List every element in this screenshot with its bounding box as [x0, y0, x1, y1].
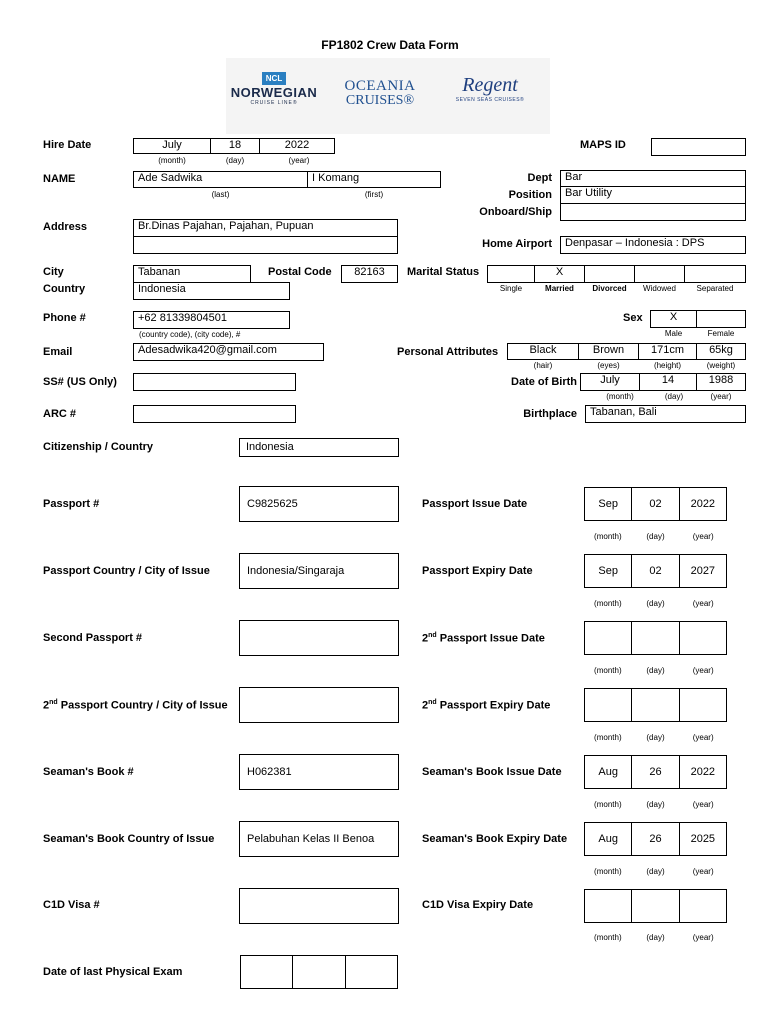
postal-code-field[interactable]: 82163	[341, 265, 398, 283]
physical-exam-date	[240, 955, 398, 989]
second-passport-country-field[interactable]	[239, 687, 399, 723]
ncl-badge: NCL	[262, 72, 286, 85]
postal-code-label: Postal Code	[268, 266, 332, 278]
c1d-visa-label: C1D Visa #	[43, 899, 100, 911]
passport-issue-date	[584, 487, 727, 521]
weight-field[interactable]: 65kg	[696, 343, 746, 360]
second-passport-issue-year[interactable]	[679, 622, 726, 654]
seamans-book-expiry-year[interactable]: 2025	[679, 823, 726, 855]
hire-day-caption: (day)	[225, 156, 245, 165]
hire-year-field[interactable]: 2022	[259, 138, 335, 154]
maps-id-field[interactable]	[651, 138, 746, 156]
second-passport-expiry-captions	[584, 733, 727, 742]
ncl-name: NORWEGIAN	[230, 85, 318, 100]
passport-issue-captions	[584, 532, 727, 541]
seamans-book-expiry-date	[584, 822, 727, 856]
marital-single-field[interactable]	[487, 265, 535, 283]
position-label: Position	[508, 189, 552, 201]
female-caption: Female	[707, 329, 735, 338]
second-passport-issue-month[interactable]	[585, 622, 631, 654]
passport-issue-date-label: Passport Issue Date	[422, 498, 528, 510]
dept-label: Dept	[527, 172, 552, 184]
ncl-logo	[226, 72, 322, 106]
second-passport-issue-captions	[584, 666, 727, 675]
year-caption: (year)	[692, 666, 714, 675]
seamans-book-issue-year[interactable]: 2022	[679, 756, 726, 788]
eyes-caption: (eyes)	[597, 361, 620, 370]
page-title: FP1802 Crew Data Form	[321, 38, 459, 52]
weight-caption: (weight)	[706, 361, 736, 370]
passport-expiry-date	[584, 554, 727, 588]
first-name-caption: (first)	[364, 190, 384, 199]
onboard-ship-label: Onboard/Ship	[479, 206, 552, 218]
seamans-book-issue-day[interactable]: 26	[631, 756, 678, 788]
marital-divorced-field[interactable]	[584, 265, 635, 283]
passport-label: Passport #	[43, 498, 100, 510]
ssn-field[interactable]	[133, 373, 296, 391]
maps-id-label: MAPS ID	[580, 139, 626, 151]
home-airport-label: Home Airport	[482, 238, 552, 250]
personal-attributes-label: Personal Attributes	[397, 346, 499, 358]
year-caption: (year)	[692, 532, 714, 541]
passport-expiry-day[interactable]: 02	[631, 555, 678, 587]
second-passport-expiry-day[interactable]	[631, 689, 678, 721]
divorced-caption: Divorced	[592, 284, 627, 293]
ordinal-number: 2	[43, 699, 50, 712]
passport-country-field[interactable]: Indonesia/Singaraja	[239, 553, 399, 589]
email-field[interactable]: Adesadwika420@gmail.com	[133, 343, 324, 361]
marital-status-label: Marital Status	[407, 266, 480, 278]
seamans-book-expiry-month[interactable]: Aug	[598, 833, 618, 845]
physical-exam-day[interactable]	[292, 956, 344, 988]
sex-male-field[interactable]: X	[650, 310, 697, 328]
year-caption: (year)	[692, 733, 714, 742]
year-caption: (year)	[692, 800, 714, 809]
passport-expiry-captions	[584, 599, 727, 608]
dob-month-field[interactable]: July	[580, 373, 640, 391]
phone-caption: (country code), (city code), #	[139, 330, 241, 339]
seamans-book-issue-captions	[584, 800, 727, 809]
birthplace-label: Birthplace	[523, 408, 577, 420]
birthplace-field[interactable]: Tabanan, Bali	[585, 405, 746, 423]
sex-label: Sex	[623, 312, 643, 324]
ssn-label: SS# (US Only)	[43, 376, 117, 388]
year-caption: (year)	[692, 933, 714, 942]
phone-field[interactable]: +62 81339804501	[133, 311, 290, 329]
seamans-book-label: Seaman's Book #	[43, 766, 134, 778]
day-caption: (day)	[646, 800, 665, 809]
country-field[interactable]: Indonesia	[133, 282, 290, 300]
male-caption: Male	[664, 329, 683, 338]
label-rest: Passport Issue Date	[436, 632, 545, 645]
citizenship-field[interactable]: Indonesia	[239, 438, 399, 457]
passport-issue-month[interactable]: Sep	[598, 498, 618, 510]
c1d-visa-field[interactable]	[239, 888, 399, 924]
home-airport-field[interactable]: Denpasar – Indonesia : DPS	[560, 236, 746, 254]
sex-female-field[interactable]	[696, 310, 746, 328]
physical-exam-month[interactable]	[241, 956, 292, 988]
seamans-book-expiry-captions	[584, 867, 727, 876]
hire-month-field[interactable]: July	[133, 138, 211, 154]
single-caption: Single	[499, 284, 523, 293]
date-of-birth-label: Date of Birth	[511, 376, 577, 388]
month-caption: (month)	[594, 532, 622, 541]
dob-month-caption: (month)	[606, 392, 634, 401]
seamans-book-country-label: Seaman's Book Country of Issue	[43, 833, 215, 845]
hire-month-caption: (month)	[158, 156, 186, 165]
passport-expiry-date-label: Passport Expiry Date	[422, 565, 533, 577]
citizenship-label: Citizenship / Country	[43, 441, 153, 453]
country-label: Country	[43, 283, 86, 295]
second-passport-expiry-year[interactable]	[679, 689, 726, 721]
seamans-book-field[interactable]: H062381	[239, 754, 399, 790]
seamans-book-issue-date-label: Seaman's Book Issue Date	[422, 766, 562, 778]
onboard-ship-field[interactable]	[560, 203, 746, 221]
physical-exam-year[interactable]	[345, 956, 397, 988]
ordinal-number: 2	[422, 632, 429, 645]
height-field[interactable]: 171cm	[638, 343, 697, 360]
day-caption: (day)	[646, 666, 665, 675]
oceania-line2: CRUISES®	[345, 93, 415, 108]
city-label: City	[43, 266, 64, 278]
second-passport-expiry-date-label	[422, 699, 550, 712]
month-caption: (month)	[594, 599, 622, 608]
married-caption: Married	[545, 284, 574, 293]
first-name-field[interactable]: I Komang	[307, 171, 441, 188]
second-passport-expiry-date	[584, 688, 727, 722]
seamans-book-expiry-date-label: Seaman's Book Expiry Date	[422, 833, 568, 845]
seamans-book-issue-month[interactable]: Aug	[598, 766, 618, 778]
passport-country-label: Passport Country / City of Issue	[43, 565, 210, 577]
second-passport-issue-date-label	[422, 632, 545, 645]
hair-caption: (hair)	[533, 361, 553, 370]
ncl-sub: CRUISE LINE®	[250, 100, 298, 106]
c1d-visa-expiry-month[interactable]	[585, 890, 631, 922]
phone-label: Phone #	[43, 312, 86, 324]
second-passport-issue-date	[584, 621, 727, 655]
month-caption: (month)	[594, 867, 622, 876]
ordinal-suffix: nd	[49, 699, 58, 706]
last-name-field[interactable]: Ade Sadwika	[133, 171, 308, 188]
last-name-caption: (last)	[211, 190, 230, 199]
passport-issue-year[interactable]: 2022	[679, 488, 726, 520]
marital-married-field[interactable]: X	[534, 265, 585, 283]
height-caption: (height)	[653, 361, 682, 370]
hair-field[interactable]: Black	[507, 343, 579, 360]
month-caption: (month)	[594, 933, 622, 942]
second-passport-country-label	[43, 699, 228, 712]
arc-field[interactable]	[133, 405, 296, 423]
physical-exam-label: Date of last Physical Exam	[43, 966, 183, 978]
day-caption: (day)	[646, 867, 665, 876]
label-rest: Passport Expiry Date	[436, 699, 551, 712]
regent-logo	[442, 74, 538, 103]
regent-name: Regent	[462, 74, 518, 96]
hire-year-caption: (year)	[288, 156, 310, 165]
dob-day-caption: (day)	[664, 392, 684, 401]
city-field[interactable]: Tabanan	[133, 265, 251, 283]
dept-field[interactable]: Bar	[560, 170, 746, 187]
position-field[interactable]: Bar Utility	[560, 186, 746, 204]
ordinal-suffix: nd	[428, 699, 437, 706]
hire-date-label: Hire Date	[43, 139, 92, 151]
second-passport-expiry-month[interactable]	[585, 689, 631, 721]
month-caption: (month)	[594, 666, 622, 675]
day-caption: (day)	[646, 532, 665, 541]
dob-year-caption: (year)	[710, 392, 732, 401]
day-caption: (day)	[646, 733, 665, 742]
month-caption: (month)	[594, 733, 622, 742]
brand-logos	[226, 58, 550, 134]
separated-caption: Separated	[696, 284, 734, 293]
passport-issue-day[interactable]: 02	[631, 488, 678, 520]
passport-expiry-month[interactable]: Sep	[598, 565, 618, 577]
arc-label: ARC #	[43, 408, 77, 420]
oceania-logo	[334, 78, 426, 109]
address-label: Address	[43, 221, 88, 233]
second-passport-field[interactable]	[239, 620, 399, 656]
c1d-visa-expiry-year[interactable]	[679, 890, 726, 922]
passport-expiry-year[interactable]: 2027	[679, 555, 726, 587]
dob-year-field[interactable]: 1988	[696, 373, 746, 391]
marital-widowed-field[interactable]	[634, 265, 685, 283]
c1d-visa-expiry-date-label: C1D Visa Expiry Date	[422, 899, 534, 911]
oceania-line1: OCEANIA	[344, 78, 416, 94]
eyes-field[interactable]: Brown	[578, 343, 639, 360]
hire-day-field[interactable]: 18	[210, 138, 260, 154]
address-line2-field[interactable]	[133, 236, 398, 254]
seamans-book-issue-date	[584, 755, 727, 789]
second-passport-issue-day[interactable]	[631, 622, 678, 654]
day-caption: (day)	[646, 933, 665, 942]
seamans-book-expiry-day[interactable]: 26	[631, 823, 678, 855]
widowed-caption: Widowed	[643, 284, 676, 293]
c1d-visa-expiry-captions	[584, 933, 727, 942]
regent-sub: SEVEN SEAS CRUISES®	[455, 97, 525, 103]
year-caption: (year)	[692, 867, 714, 876]
passport-number-field[interactable]: C9825625	[239, 486, 399, 522]
c1d-visa-expiry-day[interactable]	[631, 890, 678, 922]
month-caption: (month)	[594, 800, 622, 809]
address-line1-field[interactable]: Br.Dinas Pajahan, Pajahan, Pupuan	[133, 219, 398, 237]
name-label: NAME	[43, 173, 76, 185]
ordinal-suffix: nd	[428, 632, 437, 639]
marital-separated-field[interactable]	[684, 265, 746, 283]
ordinal-number: 2	[422, 699, 429, 712]
email-label: Email	[43, 346, 73, 358]
label-rest: Passport Country / City of Issue	[57, 699, 228, 712]
year-caption: (year)	[692, 599, 714, 608]
dob-day-field[interactable]: 14	[639, 373, 697, 391]
c1d-visa-expiry-date	[584, 889, 727, 923]
seamans-book-country-field[interactable]: Pelabuhan Kelas II Benoa	[239, 821, 399, 857]
second-passport-label: Second Passport #	[43, 632, 143, 644]
day-caption: (day)	[646, 599, 665, 608]
